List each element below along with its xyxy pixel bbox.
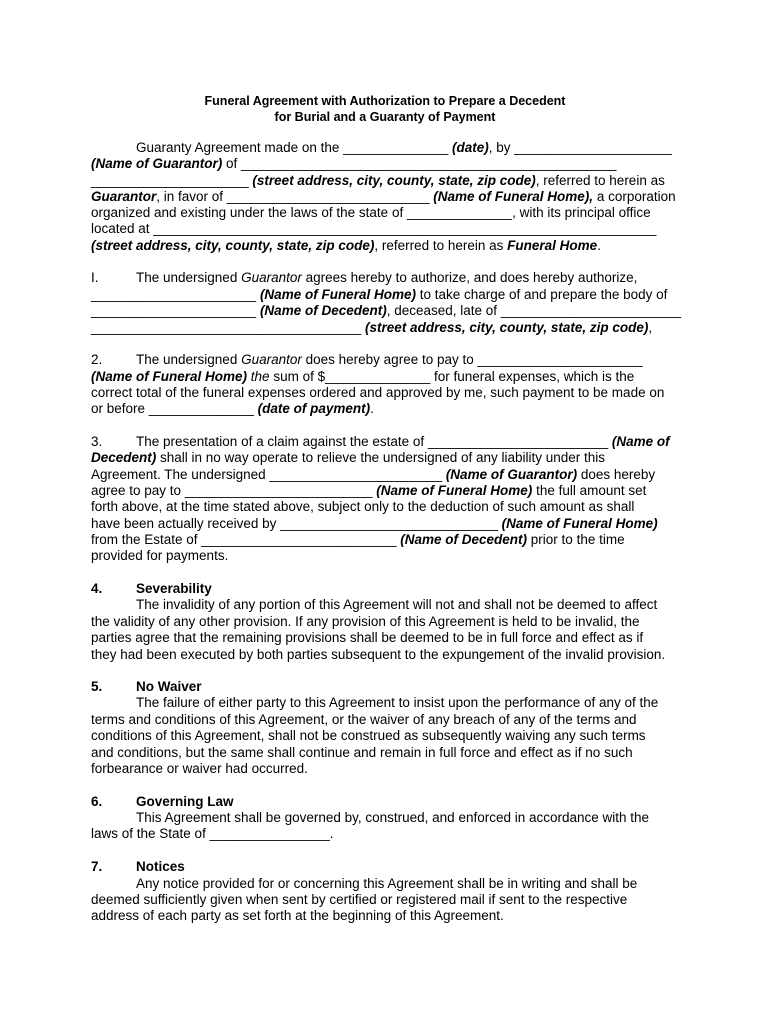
funeral-home-name-label: (Name of Funeral Home): [501, 516, 658, 531]
section-text: ,: [648, 320, 653, 335]
section-3-line-7: [91, 532, 625, 548]
section-7-number: 7.: [91, 859, 103, 874]
section-4-number: 4.: [91, 581, 103, 596]
section-3-number: 3.: [91, 434, 103, 449]
intro-line-7: [91, 238, 601, 254]
guarantor-name-label: (Name of Guarantor): [91, 156, 223, 171]
section-2-line-1: [136, 352, 643, 368]
section-7-line-2: deemed sufficiently given when sent by certified or registered mail if sent to the respective: [91, 892, 628, 907]
intro-text: , in favor of ___________________________: [156, 189, 434, 204]
section-5-line-4: and conditions, but the same shall continue and remain in full force and effect as if no such: [91, 745, 633, 760]
address-field-label: (street address, city, county, state, zip code): [91, 238, 375, 253]
section-3-line-2: [91, 450, 605, 466]
intro-line-4: [91, 189, 676, 205]
section-6-line-1: This Agreement shall be governed by, construed, and enforced in accordance with the: [136, 810, 650, 825]
funeral-home-name-label: (Name of Funeral Home): [376, 483, 533, 498]
section-text: from the Estate of __________________________: [91, 532, 401, 547]
section-text: does hereby: [577, 467, 656, 482]
section-text: agree to pay to _________________________: [91, 483, 377, 498]
payment-date-label: (date of payment): [257, 401, 371, 416]
section-5-line-5: forbearance or waiver had occurred.: [91, 761, 308, 776]
intro-text: _____________________: [91, 173, 253, 188]
section-2-line-2: [91, 369, 634, 385]
section-1-line-2: [91, 287, 667, 303]
intro-text: .: [597, 238, 601, 253]
section-text: shall in no way operate to relieve the undersigned of any liability under this: [156, 450, 606, 465]
section-6-heading: Governing Law: [136, 794, 234, 809]
section-3-line-8: provided for payments.: [91, 548, 229, 563]
guarantor-term: Guarantor: [91, 189, 157, 204]
intro-text: of __________________________________________________: [222, 156, 617, 171]
section-text: ____________________________________: [91, 320, 366, 335]
section-4-line-1: The invalidity of any portion of this Agreement will not and shall not be deemed to affect: [136, 597, 658, 612]
intro-line-3: [91, 173, 665, 189]
document-title-line-2: for Burial and a Guaranty of Payment: [274, 110, 496, 124]
section-text: ______________________: [91, 287, 260, 302]
section-text: sum of $______________ for funeral expenses, which is the: [269, 369, 635, 384]
decedent-name-label: (Name of Decedent): [259, 303, 387, 318]
decedent-name-label: Decedent): [91, 450, 157, 465]
date-field-label: (date): [452, 140, 489, 155]
intro-text: , referred to herein as: [374, 238, 508, 253]
funeral-home-term: Funeral Home: [507, 238, 598, 253]
section-6-number: 6.: [91, 794, 103, 809]
intro-line-1: [136, 140, 672, 156]
guarantor-name-label: (Name of Guarantor): [445, 467, 578, 482]
intro-line-2: [91, 156, 616, 172]
decedent-name-label: (Name of: [611, 434, 670, 449]
decedent-name-label: (Name of Decedent): [400, 532, 528, 547]
intro-text: , by _____________________: [488, 140, 672, 155]
section-text: or before ______________: [91, 401, 258, 416]
funeral-home-name-label: (Name of Funeral Home): [259, 287, 416, 302]
section-2-number: 2.: [91, 352, 103, 367]
section-text: does hereby agree to pay to ______________________: [301, 352, 643, 367]
section-5-heading: No Waiver: [136, 679, 202, 694]
guarantor-term: Guarantor: [241, 352, 302, 367]
section-text: prior to the time: [527, 532, 625, 547]
section-text: agrees hereby to authorize, and does hereby authorize,: [301, 270, 638, 285]
section-text: the full amount set: [532, 483, 647, 498]
section-3-line-6: [91, 516, 658, 532]
section-text: the: [247, 369, 270, 384]
section-text: The presentation of a claim against the estate of ________________________: [136, 434, 612, 449]
intro-text: , referred to herein as: [535, 173, 665, 188]
section-text: .: [370, 401, 374, 416]
section-7-heading: Notices: [136, 859, 185, 874]
funeral-home-name-label: (Name of Funeral Home),: [433, 189, 594, 204]
section-1-line-3: [91, 303, 681, 319]
section-text: Agreement. The undersigned _______________________: [91, 467, 446, 482]
section-5-line-3: conditions of this Agreement, shall not be construed as subsequently waiving any such terms: [91, 728, 646, 743]
intro-text: Guaranty Agreement made on the ______________: [136, 140, 452, 155]
section-5-line-2: terms and conditions of this Agreement, or the waiver of any breach of any of the terms and: [91, 712, 637, 727]
intro-line-6: located at ___________________________________________________________________: [91, 221, 657, 236]
section-5-line-1: The failure of either party to this Agreement to insist upon the performance of any of the: [136, 695, 659, 710]
section-3-line-5: forth above, at the time stated above, subject only to the deduction of such amount as shall: [91, 499, 635, 514]
section-text: have been actually received by _____________________________: [91, 516, 502, 531]
funeral-home-name-label: (Name of Funeral Home): [91, 369, 248, 384]
section-2-line-4: [91, 401, 374, 417]
section-4-heading: Severability: [136, 581, 212, 596]
section-text: to take charge of and prepare the body of: [415, 287, 668, 302]
section-text: The undersigned: [136, 270, 242, 285]
section-text: , deceased, late of ________________________: [386, 303, 681, 318]
section-3-line-4: [91, 483, 646, 499]
section-4-line-4: they had been executed by both parties subsequent to the expungement of the invalid provision.: [91, 647, 666, 662]
section-7-line-3: address of each party as set forth at the beginning of this Agreement.: [91, 908, 504, 923]
section-3-line-1: [136, 434, 670, 450]
section-text: The undersigned: [136, 352, 242, 367]
section-5-number: 5.: [91, 679, 103, 694]
section-4-line-2: the validity of any other provision. If any provision of this Agreement is held to be invalid, the: [91, 614, 640, 629]
section-2-line-3: correct total of the funeral expenses ordered and approved by me, such payment to be made on: [91, 385, 665, 400]
section-3-line-3: [91, 467, 655, 483]
intro-line-5: organized and existing under the laws of the state of ______________, with its principal office: [91, 205, 651, 220]
guarantor-term: Guarantor: [241, 270, 302, 285]
intro-text: a corporation: [593, 189, 676, 204]
section-text: ______________________: [91, 303, 260, 318]
section-1-line-4: [91, 320, 652, 336]
address-field-label: (street address, city, county, state, zip code): [365, 320, 649, 335]
section-6-line-2: laws of the State of ________________.: [91, 826, 334, 841]
section-4-line-3: parties agree that the remaining provisions shall be deemed to be in full force and effect as if: [91, 630, 644, 645]
address-field-label: (street address, city, county, state, zip code): [252, 173, 536, 188]
section-1-number: I.: [91, 270, 99, 285]
document-title-line-1: Funeral Agreement with Authorization to Prepare a Decedent: [204, 94, 566, 108]
section-1-line-1: [136, 270, 637, 286]
section-7-line-1: Any notice provided for or concerning this Agreement shall be in writing and shall be: [136, 876, 638, 891]
